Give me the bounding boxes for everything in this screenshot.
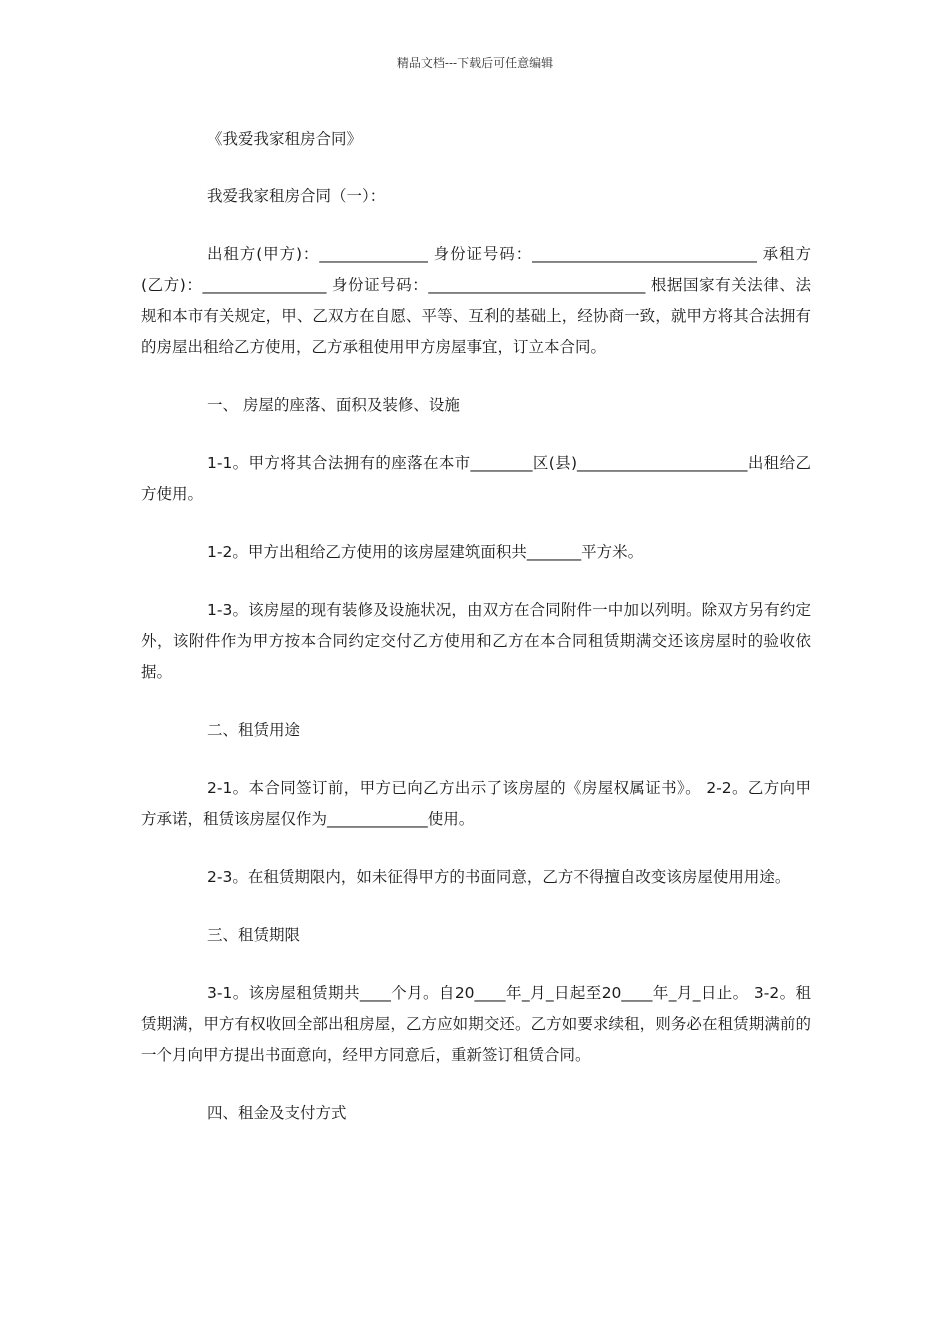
section-heading-3: 三、租赁期限	[207, 926, 301, 944]
document-subtitle: 我爱我家租房合同（一）：	[207, 187, 386, 205]
clause-1-2: 1-2。甲方出租给乙方使用的该房屋建筑面积共_______平方米。	[207, 543, 644, 561]
paragraph-parties: 出租方(甲方)：______________ 身份证号码：_____________________________ 承租方(乙方)：________________ 身份证号码：____________________________ 根据国家有关法律、法规和本市有关规定，甲、乙双方在自愿、平等、互利的基础上，经协商一致，就甲方将其合法拥有的房屋出租给乙方使用，乙方承租使用甲方房屋事宜，订立本合同。	[141, 245, 811, 356]
clause-1-3: 1-3。该房屋的现有装修及设施状况，由双方在合同附件一中加以列明。除双方另有约定外，该附件作为甲方按本合同约定交付乙方使用和乙方在本合同租赁期满交还该房屋时的验收依据。	[141, 601, 811, 681]
section-heading-4: 四、租金及支付方式	[207, 1104, 347, 1122]
document-title: 《我爱我家租房合同》	[207, 130, 363, 148]
section-heading-2: 二、租赁用途	[207, 721, 301, 739]
section-heading-1: 一、 房屋的座落、面积及装修、设施	[207, 396, 460, 414]
clause-1-1: 1-1。甲方将其合法拥有的座落在本市________区(县)______________________出租给乙方使用。	[141, 454, 811, 503]
document-body	[141, 124, 811, 1129]
page-header: 精品文档---下载后可任意编辑	[396, 56, 554, 70]
clause-2-3: 2-3。在租赁期限内，如未征得甲方的书面同意，乙方不得擅自改变该房屋使用用途。	[207, 868, 791, 886]
clause-3-1: 3-1。该房屋租赁期共____个月。自20____年_月_日起至20____年_月_日止。 3-2。租赁期满，甲方有权收回全部出租房屋，乙方应如期交还。乙方如要求续租，则务必在租赁期满前的一个月向甲方提出书面意向，经甲方同意后，重新签订租赁合同。	[141, 984, 811, 1064]
clause-2-1: 2-1。本合同签订前，甲方已向乙方出示了该房屋的《房屋权属证书》。 2-2。乙方向甲方承诺，租赁该房屋仅作为_____________使用。	[141, 779, 811, 828]
